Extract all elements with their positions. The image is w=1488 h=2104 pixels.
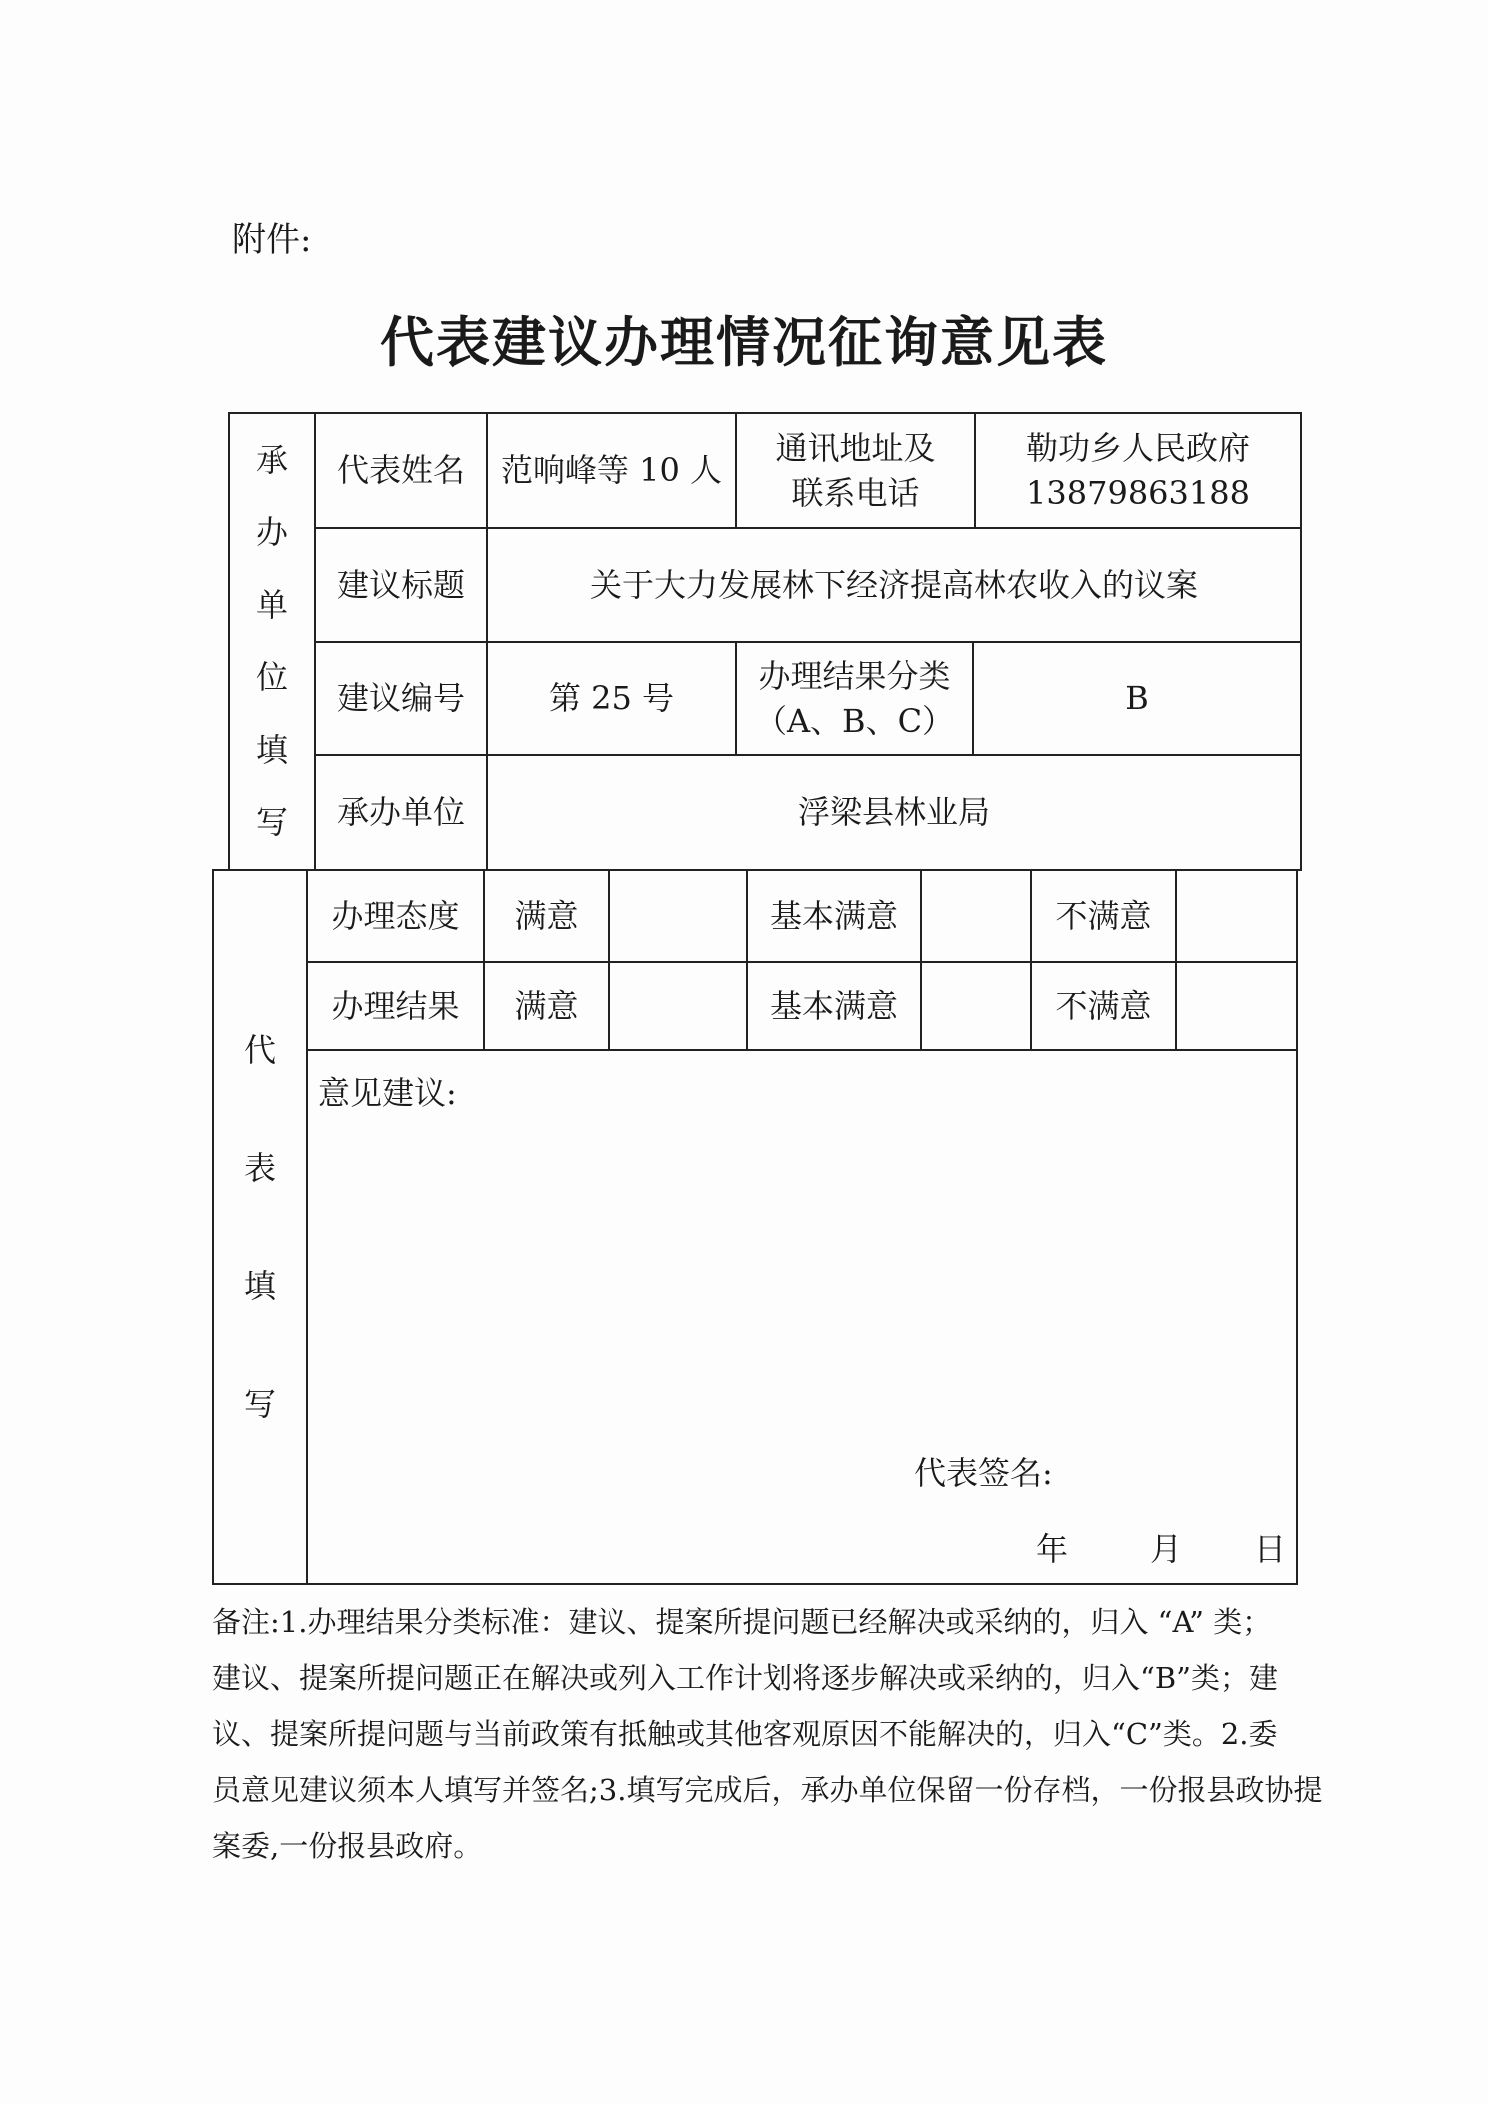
side-char: 表 xyxy=(243,1148,276,1187)
category-label-line: 办理结果分类 xyxy=(758,656,951,695)
attitude-label: 办理态度 xyxy=(306,869,485,963)
suggestion-title-value: 关于大力发展林下经济提高林农收入的议案 xyxy=(486,527,1302,643)
side-char: 单 xyxy=(255,585,288,624)
note-line: 建议、提案所提问题正在解决或列入工作计划将逐步解决或采纳的，归入“B”类；建 xyxy=(212,1661,1278,1695)
result-basic-label: 基本满意 xyxy=(746,961,922,1051)
note-line: 议、提案所提问题与当前政策有抵触或其他客观原因不能解决的，归入“C”类。2.委 xyxy=(212,1717,1278,1751)
result-satisfied-label: 满意 xyxy=(483,961,610,1051)
side-char: 填 xyxy=(243,1266,276,1305)
contact-value xyxy=(974,412,1302,529)
result-unsatisfied-box[interactable] xyxy=(1175,961,1298,1051)
undertaker-side-label xyxy=(228,412,316,871)
undertaking-unit-value: 浮梁县林业局 xyxy=(486,754,1302,871)
attitude-basic-box[interactable] xyxy=(920,869,1032,963)
result-unsatisfied-label: 不满意 xyxy=(1030,961,1177,1051)
suggestion-title-label: 建议标题 xyxy=(314,527,488,643)
suggestion-number-label: 建议编号 xyxy=(314,641,488,756)
date-month: 月 xyxy=(1150,1530,1183,1568)
attitude-basic-label: 基本满意 xyxy=(746,869,922,963)
note-line: 备注:1.办理结果分类标准：建议、提案所提问题已经解决或采纳的，归入 “A” 类； xyxy=(212,1605,1272,1639)
page-title: 代表建议办理情况征询意见表 xyxy=(380,310,1108,374)
category-label-line: （A、B、C） xyxy=(754,701,955,740)
side-char: 办 xyxy=(255,513,288,552)
contact-label xyxy=(735,412,976,529)
rep-name-label: 代表姓名 xyxy=(314,412,488,529)
contact-address: 勒功乡人民政府 xyxy=(1025,428,1250,467)
result-label: 办理结果 xyxy=(306,961,485,1051)
attitude-satisfied-box[interactable] xyxy=(608,869,748,963)
attachment-label: 附件: xyxy=(232,220,312,260)
side-char: 承 xyxy=(255,440,288,479)
attitude-unsatisfied-label: 不满意 xyxy=(1030,869,1177,963)
opinion-label: 意见建议: xyxy=(318,1074,457,1112)
result-category-label xyxy=(735,641,974,756)
date-year: 年 xyxy=(1036,1530,1069,1568)
result-category-value: B xyxy=(972,641,1302,756)
notes xyxy=(212,1594,1322,1874)
contact-label-line: 通讯地址及 xyxy=(775,428,936,467)
side-char: 写 xyxy=(243,1384,276,1423)
rep-side-label xyxy=(212,869,308,1585)
side-char: 代 xyxy=(243,1030,276,1069)
opinion-area[interactable] xyxy=(306,1049,1298,1585)
note-line: 案委,一份报县政府。 xyxy=(212,1829,483,1863)
suggestion-number-value: 第 25 号 xyxy=(486,641,737,756)
attitude-unsatisfied-box[interactable] xyxy=(1175,869,1298,963)
result-satisfied-box[interactable] xyxy=(608,961,748,1051)
undertaking-unit-label: 承办单位 xyxy=(314,754,488,871)
contact-label-line: 联系电话 xyxy=(791,473,920,512)
signature-label: 代表签名: xyxy=(914,1454,1053,1492)
contact-phone: 13879863188 xyxy=(1026,473,1250,512)
date-day: 日 xyxy=(1254,1530,1287,1568)
side-char: 填 xyxy=(255,730,288,769)
note-line: 员意见建议须本人填写并签名;3.填写完成后，承办单位保留一份存档，一份报县政协提 xyxy=(212,1773,1323,1807)
rep-name-value: 范响峰等 10 人 xyxy=(486,412,737,529)
result-basic-box[interactable] xyxy=(920,961,1032,1051)
attitude-satisfied-label: 满意 xyxy=(483,869,610,963)
side-char: 位 xyxy=(255,658,288,697)
side-char: 写 xyxy=(255,803,288,842)
